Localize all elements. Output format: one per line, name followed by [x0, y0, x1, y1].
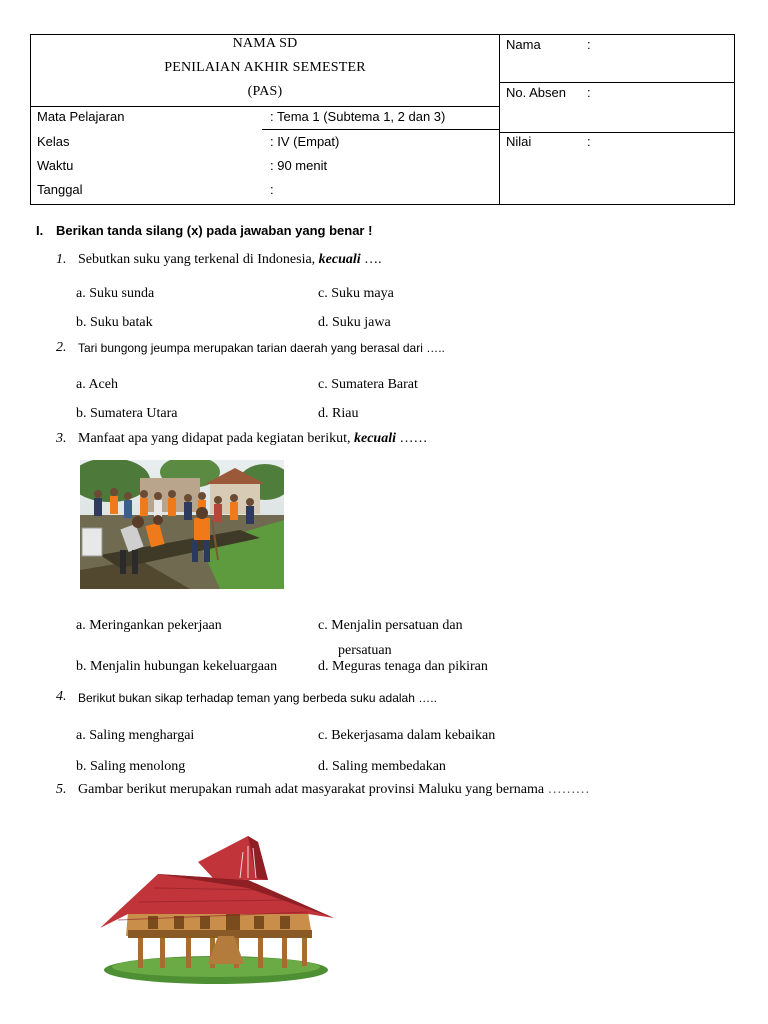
- field-label-time: Waktu: [37, 158, 74, 173]
- answer-option-d[interactable]: d. Saling membedakan: [318, 759, 446, 774]
- question-2-text: Tari bungong jeumpa merupakan tarian daerah yang berasal dari …..: [78, 341, 445, 355]
- question-1-text: [78, 252, 382, 268]
- student-number-colon: :: [587, 85, 591, 100]
- exam-abbr: (PAS): [247, 84, 283, 99]
- traditional-house-illustration: [98, 832, 334, 990]
- answer-option-a[interactable]: a. Aceh: [76, 377, 118, 392]
- student-name-label: Nama: [506, 37, 541, 52]
- answer-option-d[interactable]: d. Meguras tenaga dan pikiran: [318, 659, 488, 674]
- question-4-text: Berikut bukan sikap terhadap teman yang berbeda suku adalah …..: [78, 691, 437, 705]
- answer-option-b[interactable]: b. Suku batak: [76, 315, 153, 330]
- section-number: I.: [36, 223, 44, 238]
- answer-option-b[interactable]: b. Menjalin hubungan kekeluargaan: [76, 659, 278, 674]
- answer-option-a[interactable]: a. Saling menghargai: [76, 728, 195, 743]
- field-label-subject: Mata Pelajaran: [37, 109, 125, 124]
- answer-option-b[interactable]: b. Sumatera Utara: [76, 406, 178, 421]
- field-value-subject: : Tema 1 (Subtema 1, 2 dan 3): [270, 109, 446, 124]
- field-value-date: :: [270, 182, 274, 197]
- school-name: NAMA SD: [232, 36, 298, 51]
- question-3-text: [78, 431, 428, 447]
- student-score-colon: :: [587, 134, 591, 149]
- question-number: 4.: [56, 689, 67, 704]
- answer-option-a[interactable]: a. Suku sunda: [76, 286, 155, 301]
- question-emphasis: kecuali: [318, 252, 361, 267]
- question-number: 3.: [56, 431, 67, 446]
- answer-option-c[interactable]: c. Sumatera Barat: [318, 377, 418, 392]
- question-ellipsis: ………: [547, 782, 590, 797]
- exam-title: PENILAIAN AKHIR SEMESTER: [164, 60, 366, 75]
- community-work-photo: [80, 460, 284, 589]
- answer-option-d[interactable]: d. Riau: [318, 406, 359, 421]
- question-text: Gambar berikut merupakan rumah adat masyarakat provinsi Maluku yang bernama: [78, 782, 545, 797]
- student-name-colon: :: [587, 37, 591, 52]
- question-emphasis: kecuali: [354, 431, 396, 446]
- field-value-class: : IV (Empat): [270, 134, 340, 149]
- question-text: Manfaat apa yang didapat pada kegiatan berikut,: [78, 431, 351, 446]
- section-instruction: Berikan tanda silang (x) pada jawaban yang benar !: [56, 223, 373, 238]
- question-number: 2.: [56, 340, 67, 355]
- answer-option-c-continued: persatuan: [338, 643, 392, 658]
- question-text: Sebutkan suku yang terkenal di Indonesia,: [78, 252, 316, 267]
- field-label-class: Kelas: [37, 134, 70, 149]
- question-number: 5.: [56, 782, 67, 797]
- answer-option-c[interactable]: c. Suku maya: [318, 286, 394, 301]
- student-number-label: No. Absen: [506, 85, 566, 100]
- field-value-time: : 90 menit: [270, 158, 328, 173]
- answer-option-c[interactable]: c. Bekerjasama dalam kebaikan: [318, 728, 496, 743]
- question-ellipsis: ….: [364, 252, 382, 267]
- field-label-date: Tanggal: [37, 182, 83, 197]
- answer-option-c[interactable]: c. Menjalin persatuan dan: [318, 618, 463, 633]
- question-number: 1.: [56, 252, 67, 267]
- student-score-label: Nilai: [506, 134, 532, 149]
- question-5-text: [78, 782, 590, 798]
- answer-option-a[interactable]: a. Meringankan pekerjaan: [76, 618, 222, 633]
- answer-option-d[interactable]: d. Suku jawa: [318, 315, 391, 330]
- answer-option-b[interactable]: b. Saling menolong: [76, 759, 186, 774]
- question-ellipsis: ……: [399, 431, 428, 446]
